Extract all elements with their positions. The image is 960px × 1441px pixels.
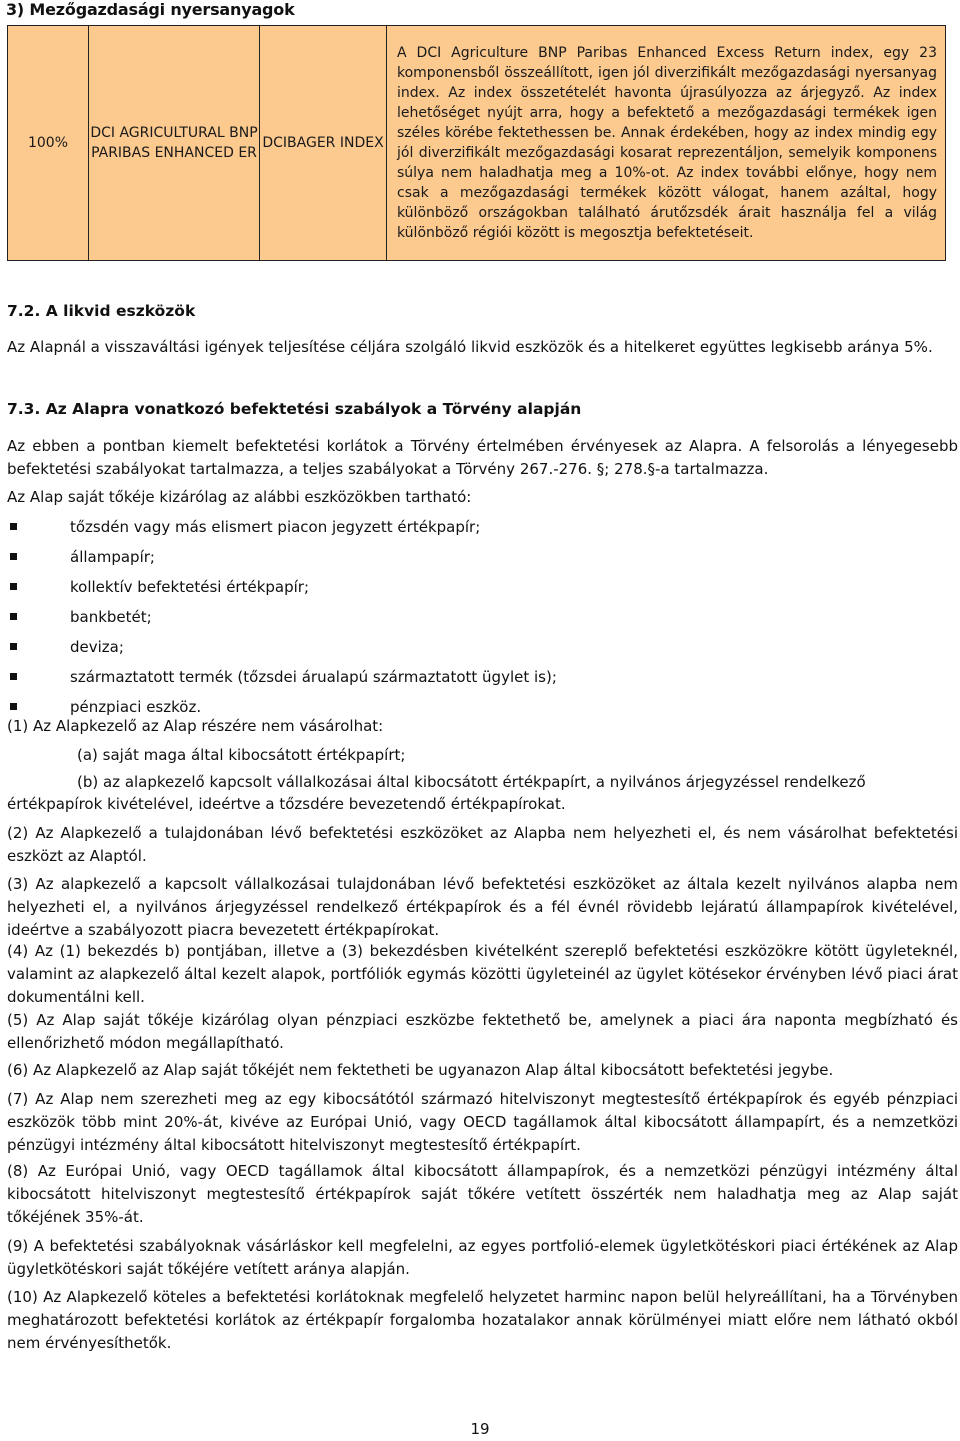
rule-1a: (a) saját maga által kibocsátott értékpapírt;: [77, 746, 406, 764]
rule-4: (4) Az (1) bekezdés b) pontjában, illetve a (3) bekezdésben kivételként szereplő befektetési eszközökre kötött ügyleteknél, valamint az alapkezelő által kezelt alapok, portfóliók egymás közötti ügyleteinél az ügylet kötésekor érvényben lévő piaci árat dokumentálni kell.: [7, 942, 958, 1006]
assets-lead: Az Alap saját tőkéje kizárólag az alábbi eszközökben tartható:: [7, 488, 472, 506]
page-number: 19: [470, 1420, 490, 1438]
rule-9: (9) A befektetési szabályoknak vásárláskor kell megfelelni, az egyes portfolió-elemek ügyletkötéskori piaci értékének az Alap ügyletkötéskori saját tőkéjére vetített aránya alapján.: [7, 1237, 958, 1278]
bullet-icon: [10, 703, 17, 710]
rule-1b-rest: értékpapírok kivételével, ideértve a tőzsdére bevezetendő értékpapírokat.: [7, 795, 566, 813]
bullet-icon: [10, 553, 17, 560]
list-item: deviza;: [7, 632, 907, 662]
asset-table: [7, 25, 946, 261]
rule-7: (7) Az Alap nem szerezheti meg az egy kibocsátótól származó hitelviszonyt megtestesítő értékpapírok és egyéb pénzpiaci eszközök több mint 20%-át, kivéve az Európai Unió, vagy OECD tagállamok által kibocsátott állampapírt, és a nemzetközi pénzügyi intézmény által kibocsátott hitelviszonyt megtestesítő értékpapírt.: [7, 1090, 958, 1154]
section-title: 3) Mezőgazdasági nyersanyagok: [6, 0, 295, 19]
bullet-icon: [10, 523, 17, 530]
rule-1: (1) Az Alapkezelő az Alap részére nem vásárolhat:: [7, 717, 384, 735]
list-item: tőzsdén vagy más elismert piacon jegyzett értékpapír;: [7, 512, 907, 542]
rule-10: (10) Az Alapkezelő köteles a befektetési korlátoknak megfelelő helyzetet harminc napon belül helyreállítani, ha a Törvényben meghatározott befektetési korlátok az értékpapír forgalomba hozatalakor annak körülményei miatt előre nem látható okból nem érvényesíthetők.: [7, 1288, 958, 1352]
list-item: kollektív befektetési értékpapír;: [7, 572, 907, 602]
index-code-cell: DCIBAGER INDEX: [260, 26, 387, 261]
rule-6: (6) Az Alapkezelő az Alap saját tőkéjét nem fektetheti be ugyanazon Alap által kibocsátott befektetési jegybe.: [7, 1061, 834, 1079]
table-row: [8, 26, 946, 261]
bullet-icon: [10, 673, 17, 680]
rule-3: (3) Az alapkezelő a kapcsolt vállalkozásai tulajdonában lévő befektetési eszközöket az általa kezelt nyilvános alapba nem helyezheti el, a nyilvános árjegyzéssel rendelkező értékpapírok és a fél évnél rövidebb lejáratú állampapírok kivételével, ideértve a szabályozott piacra bevezetett értékpapírokat.: [7, 875, 958, 939]
allowed-assets-list: [7, 512, 907, 722]
weight-cell: 100%: [8, 26, 89, 261]
heading-7-2: 7.2. A likvid eszközök: [7, 302, 196, 320]
bullet-icon: [10, 643, 17, 650]
rule-8: (8) Az Európai Unió, vagy OECD tagállamok által kibocsátott állampapírok, és a nemzetközi pénzügyi intézmény által kibocsátott hitelviszonyt megtestesítő értékpapírok saját tőkére vetített összérték nem haladhatja meg az Alap saját tőkéjének 35%-át.: [7, 1162, 958, 1226]
rule-2: (2) Az Alapkezelő a tulajdonában lévő befektetési eszközöket az Alapba nem helyezheti el, és nem vásárolhat befektetési eszközt az Alaptól.: [7, 824, 958, 865]
bullet-icon: [10, 583, 17, 590]
rule-5: (5) Az Alap saját tőkéje kizárólag olyan pénzpiaci eszközbe fektethető be, amelynek a piaci ára naponta megbízható és ellenőrizhető módon megállapítható.: [7, 1011, 958, 1052]
index-name-cell: DCI AGRICULTURAL BNP PARIBAS ENHANCED ER: [89, 26, 260, 261]
list-item: bankbetét;: [7, 602, 907, 632]
list-item: származtatott termék (tőzsdei árualapú származtatott ügylet is);: [7, 662, 907, 692]
index-description-cell: A DCI Agriculture BNP Paribas Enhanced Excess Return index, egy 23 komponensből összeállított, igen jól diverzifikált mezőgazdasági nyersanyag index. Az index összetételét havonta újrasúlyozza az árjegyző. Az index lehetőséget nyújt arra, hogy a befektető a mezőgazdasági termékek igen széles körébe fektethessen be. Annak érdekében, hogy az index mindig egy jól diverzifikált mezőgazdasági kosarat reprezentáljon, semelyik komponens súlya nem haladhatja meg a 10%-ot. Az index további előnye, hogy nem csak a mezőgazdasági termékek között válogat, hanem azáltal, hogy különböző országokban található árutőzsdék árait használja fel a világ különböző régiói között is megosztja befektetéseit.: [387, 26, 946, 261]
heading-7-3: 7.3. Az Alapra vonatkozó befektetési szabályok a Törvény alapján: [7, 400, 582, 418]
liquid-assets-text: Az Alapnál a visszaváltási igények teljesítése céljára szolgáló likvid eszközök és a hitelkeret együttes legkisebb aránya 5%.: [7, 338, 933, 356]
bullet-icon: [10, 613, 17, 620]
rules-intro: Az ebben a pontban kiemelt befektetési korlátok a Törvény értelmében érvényesek az Alapra. A felsorolás a lényegesebb befektetési szabályokat tartalmazza, a teljes szabályokat a Törvény 267.-276. §; 278.§-a tartalmazza.: [7, 437, 958, 478]
rule-1b-first-line: (b) az alapkezelő kapcsolt vállalkozásai által kibocsátott értékpapírt, a nyilvános árjegyzéssel rendelkező: [77, 773, 866, 791]
list-item: pénzpiaci eszköz.: [7, 692, 907, 722]
list-item: állampapír;: [7, 542, 907, 572]
